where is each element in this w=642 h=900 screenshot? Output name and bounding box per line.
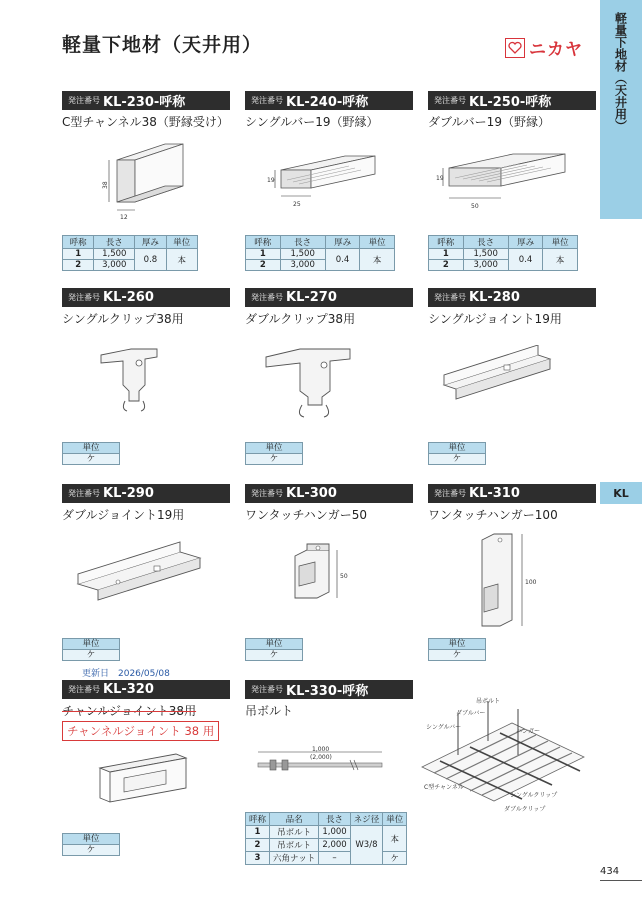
unit-cell: 本	[383, 826, 407, 852]
product-kl-250	[428, 91, 596, 130]
product-kl-230	[62, 91, 230, 130]
dim-width: 50	[471, 203, 479, 210]
unit-header: 単位	[245, 442, 303, 454]
product-code: KL-230-呼称	[103, 95, 186, 110]
new-product-name: チャンネルジョイント 38 用	[62, 721, 219, 741]
product-code: KL-320	[103, 682, 154, 697]
item-name-cell: 吊ボルト	[270, 826, 319, 839]
unit-value: ケ	[62, 650, 120, 661]
length-cell: 2,000	[319, 839, 350, 852]
unit-header: 単位	[62, 638, 120, 650]
size-id: 1	[246, 826, 270, 839]
bolt-length-2: (2,000)	[310, 754, 332, 761]
assembly-label: ダブルバー	[456, 710, 486, 717]
dim-height: 38	[102, 181, 109, 189]
product-kl-240	[245, 91, 413, 130]
size-id: 2	[429, 260, 464, 271]
code-bar	[245, 91, 413, 110]
dim-height: 100	[525, 579, 537, 586]
length-cell: 3,000	[463, 260, 508, 271]
header-cell: 厚み	[325, 236, 360, 249]
unit-cell: ケ	[383, 852, 407, 865]
code-bar	[245, 484, 413, 503]
assembly-label: C型チャンネル	[424, 784, 464, 791]
side-tab-label: 軽量下地材（天井用）	[613, 12, 628, 132]
brand-logo	[505, 35, 583, 60]
length-cell: 1,500	[280, 249, 325, 260]
bolt-spec-table	[245, 812, 407, 865]
product-name: シングルバー19（野縁）	[245, 115, 379, 129]
product-code: KL-330-呼称	[286, 684, 369, 699]
bolt-length-1: 1,000	[312, 746, 330, 753]
product-kl-260	[62, 288, 230, 327]
product-name: 吊ボルト	[245, 704, 294, 718]
unit-box-kl-320	[62, 833, 120, 856]
unit-value: ケ	[428, 650, 486, 661]
code-bar	[245, 680, 413, 699]
dim-width: 12	[120, 214, 128, 221]
product-code: KL-250-呼称	[469, 95, 552, 110]
size-id: 2	[246, 260, 281, 271]
thread-cell: W3/8	[350, 826, 383, 865]
product-kl-320	[62, 680, 230, 741]
code-prefix: 発注番号	[68, 96, 100, 105]
product-name: ダブルクリップ38用	[245, 312, 356, 326]
header-cell: 長さ	[319, 813, 350, 826]
thickness-cell: 0.8	[135, 249, 166, 271]
product-kl-330	[245, 680, 413, 719]
side-category-tab[interactable]	[600, 0, 642, 219]
channel-joint-illustration	[90, 748, 195, 808]
header-cell: 単位	[383, 813, 407, 826]
header-cell: 呼称	[246, 813, 270, 826]
one-touch-hanger-50-illustration	[285, 540, 355, 610]
size-id: 2	[63, 260, 94, 271]
length-cell: 3,000	[280, 260, 325, 271]
header-cell: 呼称	[246, 236, 281, 249]
header-cell: 呼称	[63, 236, 94, 249]
size-id: 1	[246, 249, 281, 260]
unit-box-kl-260	[62, 442, 120, 465]
one-touch-hanger-100-illustration	[470, 530, 540, 630]
header-cell: 長さ	[94, 236, 135, 249]
spec-table-kl-250	[428, 235, 578, 271]
code-bar	[428, 484, 596, 503]
assembly-label: シングルバー	[426, 724, 462, 731]
unit-cell: 本	[543, 249, 578, 271]
header-cell: 厚み	[135, 236, 166, 249]
unit-box-kl-300	[245, 638, 303, 661]
product-code: KL-290	[103, 486, 154, 501]
product-name: シングルジョイント19用	[428, 312, 562, 326]
code-prefix: 発注番号	[251, 489, 283, 498]
product-kl-270	[245, 288, 413, 327]
dim-width: 25	[293, 201, 301, 208]
unit-value: ケ	[62, 454, 120, 465]
page-divider	[600, 880, 642, 881]
product-code: KL-310	[469, 486, 520, 501]
double-bar-illustration	[435, 148, 570, 218]
unit-value: ケ	[62, 845, 120, 856]
unit-value: ケ	[245, 454, 303, 465]
product-code: KL-300	[286, 486, 337, 501]
thickness-cell: 0.4	[325, 249, 360, 271]
product-kl-280	[428, 288, 596, 327]
unit-value: ケ	[428, 454, 486, 465]
unit-cell: 本	[166, 249, 197, 271]
section-tab-kl[interactable]: KL	[600, 482, 642, 504]
ceiling-assembly-diagram	[412, 695, 592, 820]
product-code: KL-270	[286, 290, 337, 305]
code-bar	[245, 288, 413, 307]
length-cell: 1,500	[94, 249, 135, 260]
unit-box-kl-270	[245, 442, 303, 465]
header-cell: 呼称	[429, 236, 464, 249]
code-prefix: 発注番号	[68, 685, 100, 694]
code-prefix: 発注番号	[68, 489, 100, 498]
product-kl-300	[245, 484, 413, 523]
code-prefix: 発注番号	[251, 293, 283, 302]
header-cell: 単位	[543, 236, 578, 249]
logo-text: ニカヤ	[529, 40, 583, 60]
double-joint-illustration	[72, 540, 207, 605]
unit-header: 単位	[62, 833, 120, 845]
code-bar	[428, 91, 596, 110]
length-cell: 3,000	[94, 260, 135, 271]
code-bar	[62, 680, 230, 699]
unit-box-kl-310	[428, 638, 486, 661]
assembly-label: シングルクリップ	[510, 792, 558, 799]
assembly-label: ハンガー	[516, 728, 541, 735]
single-bar-illustration	[265, 150, 380, 220]
unit-header: 単位	[245, 638, 303, 650]
header-cell: 長さ	[280, 236, 325, 249]
product-name: ワンタッチハンガー50	[245, 508, 368, 522]
unit-box-kl-290	[62, 638, 120, 661]
dim-height: 50	[340, 573, 348, 580]
spec-table-kl-230	[62, 235, 198, 271]
size-id: 1	[429, 249, 464, 260]
size-id: 3	[246, 852, 270, 865]
code-bar	[62, 91, 230, 110]
code-prefix: 発注番号	[434, 96, 466, 105]
c-channel-illustration	[95, 140, 200, 228]
hanging-bolt-illustration	[250, 742, 390, 782]
code-prefix: 発注番号	[68, 293, 100, 302]
single-clip-illustration	[95, 335, 175, 415]
length-cell: 1,500	[463, 249, 508, 260]
product-name: ダブルバー19（野縁）	[428, 115, 550, 129]
product-kl-290	[62, 484, 230, 523]
product-name: ワンタッチハンガー100	[428, 508, 558, 522]
code-prefix: 発注番号	[251, 96, 283, 105]
unit-header: 単位	[62, 442, 120, 454]
product-code: KL-240-呼称	[286, 95, 369, 110]
code-bar	[62, 484, 230, 503]
product-name: シングルクリップ38用	[62, 312, 184, 326]
product-code: KL-260	[103, 290, 154, 305]
assembly-label: ダブルクリップ	[504, 806, 546, 813]
code-prefix: 発注番号	[251, 685, 283, 694]
product-name: C型チャンネル38（野縁受け）	[62, 115, 229, 129]
code-prefix: 発注番号	[434, 293, 466, 302]
unit-header: 単位	[428, 638, 486, 650]
code-prefix: 発注番号	[434, 489, 466, 498]
size-id: 1	[63, 249, 94, 260]
assembly-label: 吊ボルト	[476, 698, 501, 705]
heart-logo-icon	[505, 38, 525, 58]
product-code: KL-280	[469, 290, 520, 305]
update-date-note: 更新日 2026/05/08	[82, 669, 170, 679]
header-cell: 長さ	[463, 236, 508, 249]
code-bar	[428, 288, 596, 307]
old-product-name: チャンルジョイント38用	[62, 704, 197, 718]
length-cell: –	[319, 852, 350, 865]
page-number: 434	[600, 866, 620, 877]
code-bar	[62, 288, 230, 307]
item-name-cell: 六角ナット	[270, 852, 319, 865]
length-cell: 1,000	[319, 826, 350, 839]
header-cell: 厚み	[508, 236, 543, 249]
header-cell: ネジ径	[350, 813, 383, 826]
dim-height: 19	[267, 177, 275, 184]
unit-cell: 本	[360, 249, 395, 271]
single-joint-illustration	[438, 345, 558, 405]
item-name-cell: 吊ボルト	[270, 839, 319, 852]
page-title: 軽量下地材（天井用）	[62, 34, 263, 56]
spec-table-kl-240	[245, 235, 395, 271]
double-clip-illustration	[260, 335, 360, 420]
product-kl-310	[428, 484, 596, 523]
size-id: 2	[246, 839, 270, 852]
unit-box-kl-280	[428, 442, 486, 465]
unit-header: 単位	[428, 442, 486, 454]
unit-value: ケ	[245, 650, 303, 661]
header-cell: 品名	[270, 813, 319, 826]
header-cell: 単位	[360, 236, 395, 249]
header-cell: 単位	[166, 236, 197, 249]
dim-height: 19	[436, 175, 444, 182]
thickness-cell: 0.4	[508, 249, 543, 271]
product-name: ダブルジョイント19用	[62, 508, 185, 522]
